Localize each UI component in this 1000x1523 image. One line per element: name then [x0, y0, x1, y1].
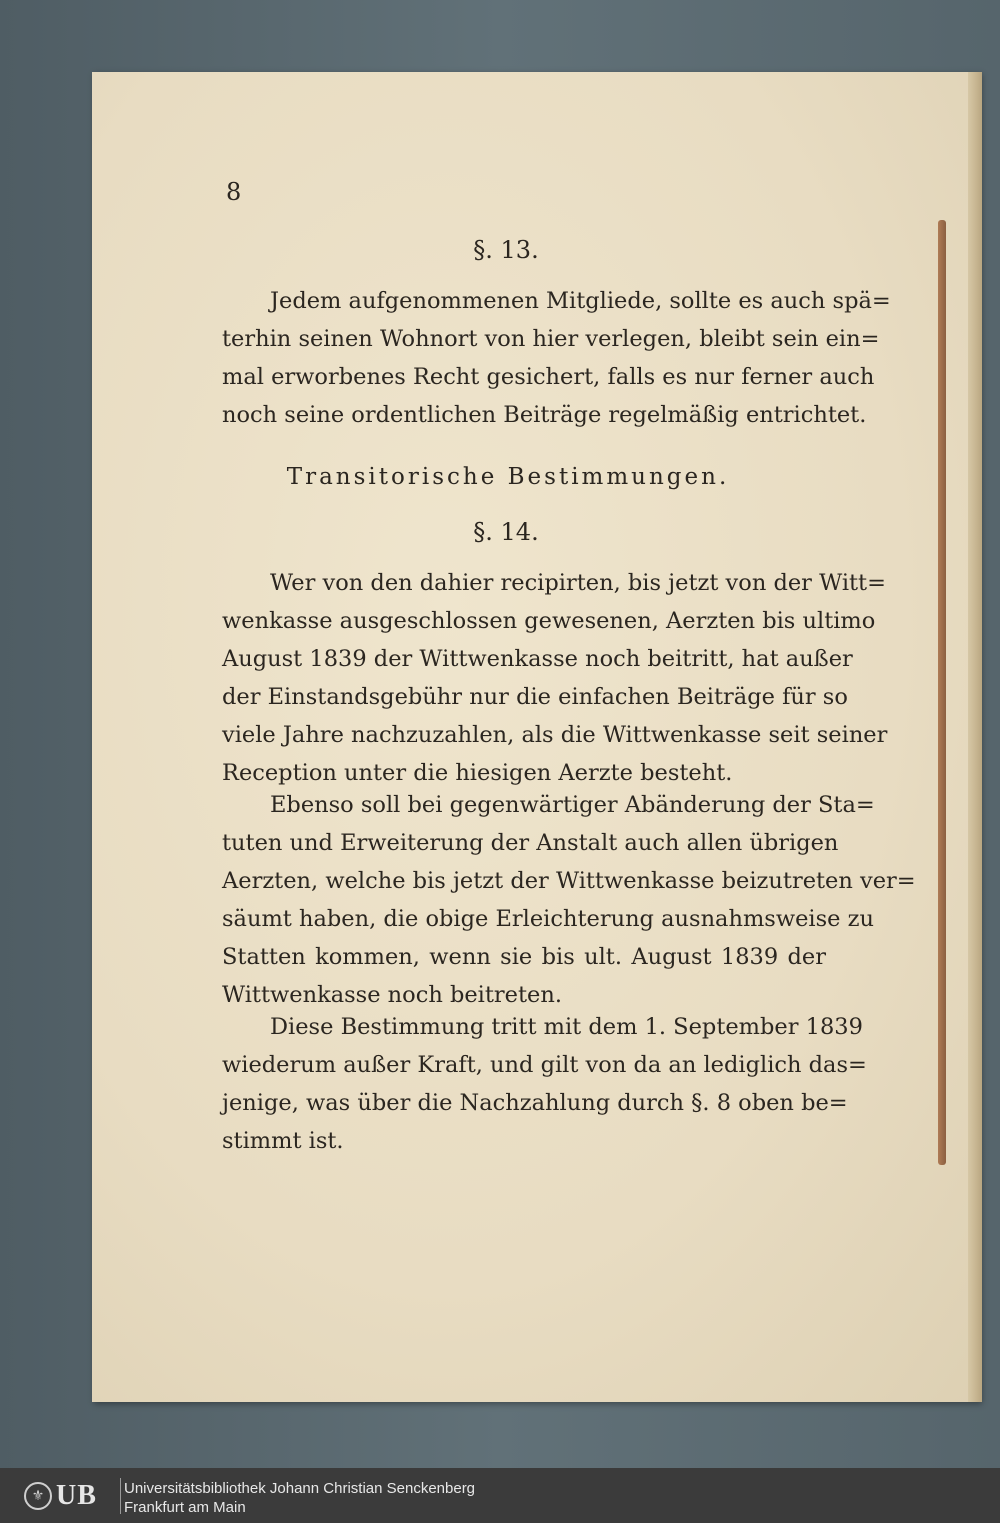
s14-line: Statten kommen, wenn sie bis ult. August 1839 der: [222, 944, 826, 970]
s14-line: jenige, was über die Nachzahlung durch §. 8 oben be=: [222, 1090, 848, 1116]
transitional-provisions-title: Transitorische Bestimmungen.: [286, 464, 730, 490]
page-number: 8: [226, 178, 242, 206]
s14-line: säumt haben, die obige Erleichterung ausnahmsweise zu: [222, 906, 874, 932]
s13-line: terhin seinen Wohnort von hier verlegen, bleibt sein ein=: [222, 326, 880, 352]
library-location: Frankfurt am Main: [124, 1499, 246, 1516]
section-13-heading: §. 13.: [473, 236, 539, 264]
page-edge: [968, 72, 982, 1402]
s14-line: tuten und Erweiterung der Anstalt auch allen übrigen: [222, 830, 839, 856]
library-footer-bar: [0, 1468, 1000, 1523]
s14-line: viele Jahre nachzuzahlen, als die Wittwenkasse seit seiner: [222, 722, 888, 748]
s14-line: der Einstandsgebühr nur die einfachen Beiträge für so: [222, 684, 848, 710]
section-14-heading: §. 14.: [473, 518, 539, 546]
s14-line: Aerzten, welche bis jetzt der Wittwenkasse beizutreten ver=: [222, 868, 916, 894]
ub-logo: [24, 1478, 116, 1514]
s14-line: stimmt ist.: [222, 1128, 344, 1154]
s13-line: noch seine ordentlichen Beiträge regelmäßig entrichtet.: [222, 402, 867, 428]
library-name: Universitätsbibliothek Johann Christian Senckenberg: [124, 1480, 476, 1497]
s14-line: Wer von den dahier recipirten, bis jetzt von der Witt=: [270, 570, 886, 596]
s13-line: Jedem aufgenommenen Mitgliede, sollte es auch spä=: [270, 288, 891, 314]
s13-line: mal erworbenes Recht gesichert, falls es nur ferner auch: [222, 364, 875, 390]
s14-line: Ebenso soll bei gegenwärtiger Abänderung der Sta=: [270, 792, 875, 818]
s14-line: Diese Bestimmung tritt mit dem 1. September 1839: [270, 1014, 863, 1040]
s14-line: wenkasse ausgeschlossen gewesenen, Aerzten bis ultimo: [222, 608, 876, 634]
s14-line: Reception unter die hiesigen Aerzte besteht.: [222, 760, 733, 786]
bookmark-ribbon: [938, 220, 946, 1165]
s14-line: wiederum außer Kraft, und gilt von da an lediglich das=: [222, 1052, 867, 1078]
library-seal-icon: ⚜: [24, 1482, 52, 1510]
ub-logo-text: UB: [56, 1480, 97, 1511]
s14-line: August 1839 der Wittwenkasse noch beitritt, hat außer: [222, 646, 853, 672]
footer-divider: [120, 1478, 121, 1514]
s14-line: Wittwenkasse noch beitreten.: [222, 982, 562, 1008]
